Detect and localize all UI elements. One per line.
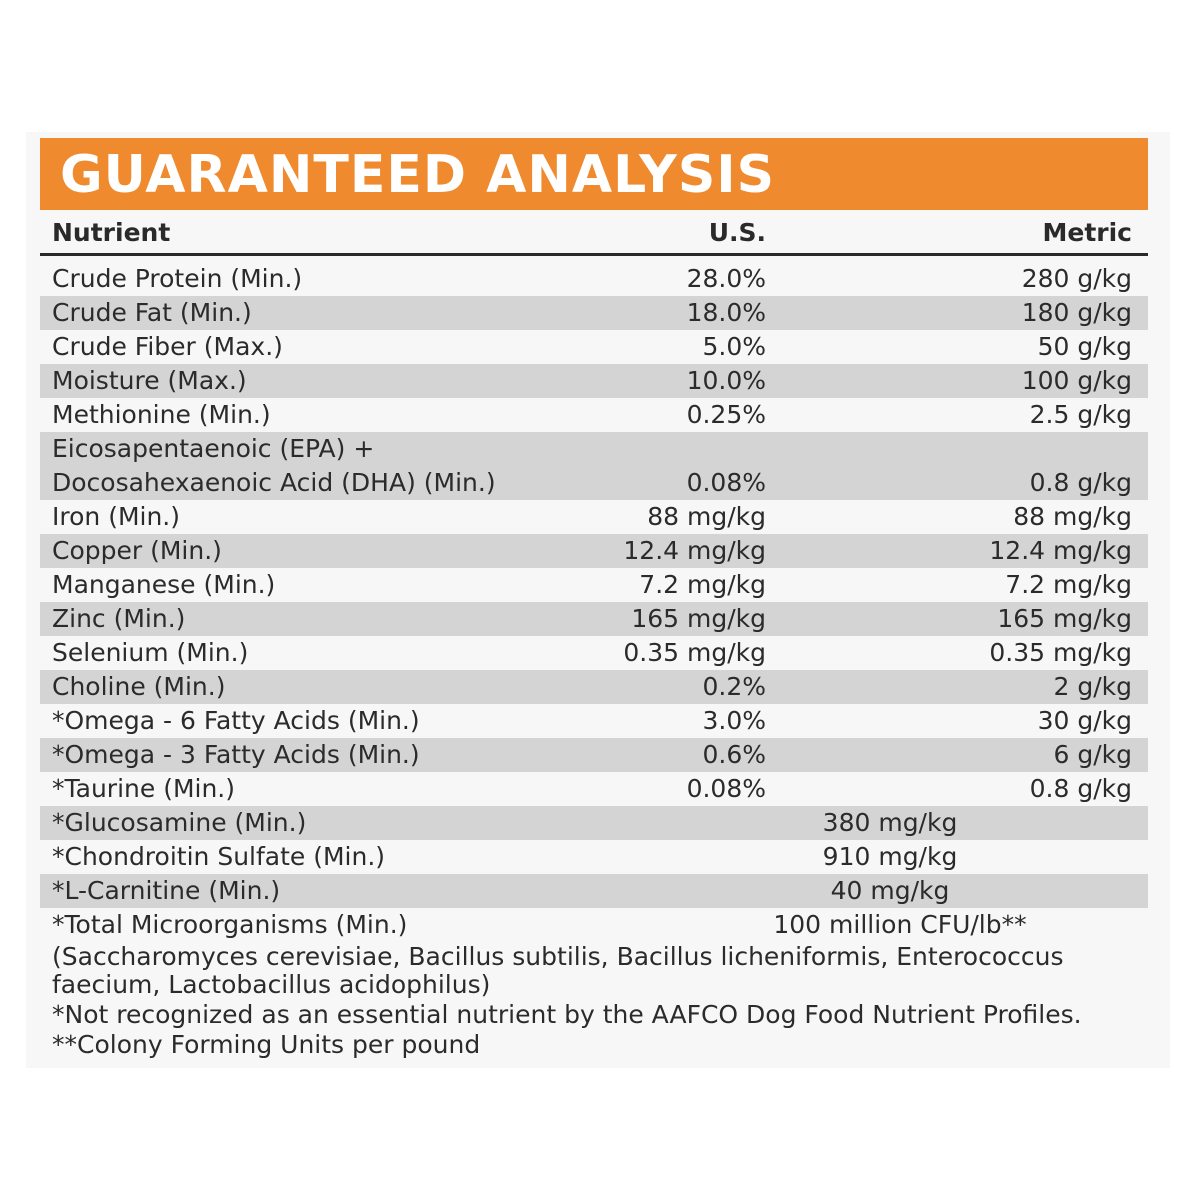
us-value: 0.08% (686, 774, 766, 803)
column-header-metric: Metric (1042, 218, 1132, 247)
metric-value: 0.8 g/kg (1029, 468, 1132, 497)
nutrient-name: *Omega - 6 Fatty Acids (Min.) (52, 706, 420, 735)
metric-value: 0.8 g/kg (1029, 774, 1132, 803)
metric-value: 0.35 mg/kg (989, 638, 1132, 667)
table-row (40, 840, 1148, 874)
us-value: 88 mg/kg (647, 502, 766, 531)
table-row (40, 772, 1148, 806)
us-value: 12.4 mg/kg (623, 536, 766, 565)
us-value: 10.0% (686, 366, 766, 395)
combined-value: 380 mg/kg (822, 808, 958, 837)
metric-value: 7.2 mg/kg (1005, 570, 1132, 599)
table-row (40, 432, 1148, 500)
footnote-essential: *Not recognized as an essential nutrient by the AAFCO Dog Food Nutrient Profiles. (52, 1000, 1082, 1029)
combined-value: 40 mg/kg (830, 876, 950, 905)
column-header-nutrient: Nutrient (52, 218, 171, 247)
nutrient-name: Methionine (Min.) (52, 400, 271, 429)
nutrient-name: Copper (Min.) (52, 536, 222, 565)
nutrient-name: Crude Protein (Min.) (52, 264, 303, 293)
metric-value: 50 g/kg (1037, 332, 1132, 361)
nutrient-name: *Glucosamine (Min.) (52, 808, 307, 837)
nutrient-name-line: Eicosapentaenoic (EPA) + (52, 434, 375, 463)
table-row (40, 636, 1148, 670)
metric-value: 30 g/kg (1037, 706, 1132, 735)
us-value: 28.0% (686, 264, 766, 293)
nutrient-name: Choline (Min.) (52, 672, 226, 701)
table-row (40, 908, 1148, 942)
table-row (40, 330, 1148, 364)
combined-value: 100 million CFU/lb** (773, 910, 1027, 939)
combined-value: 910 mg/kg (822, 842, 958, 871)
nutrient-name: *L-Carnitine (Min.) (52, 876, 281, 905)
metric-value: 88 mg/kg (1013, 502, 1132, 531)
nutrient-name: Crude Fat (Min.) (52, 298, 252, 327)
nutrient-name: Crude Fiber (Max.) (52, 332, 283, 361)
nutrient-name: *Omega - 3 Fatty Acids (Min.) (52, 740, 420, 769)
footnote-cfu: **Colony Forming Units per pound (52, 1030, 481, 1059)
metric-value: 2 g/kg (1053, 672, 1132, 701)
us-value: 165 mg/kg (631, 604, 766, 633)
us-value: 0.35 mg/kg (623, 638, 766, 667)
table-row (40, 568, 1148, 602)
us-value: 0.08% (686, 468, 766, 497)
organisms-list-line: faecium, Lactobacillus acidophilus) (52, 970, 491, 999)
us-value: 7.2 mg/kg (639, 570, 766, 599)
table-row (40, 874, 1148, 908)
page-title: GUARANTEED ANALYSIS (60, 145, 776, 205)
table-row (40, 602, 1148, 636)
nutrient-name: Manganese (Min.) (52, 570, 276, 599)
table-row (40, 398, 1148, 432)
us-value: 0.25% (686, 400, 766, 429)
us-value: 0.6% (702, 740, 766, 769)
nutrient-name: *Taurine (Min.) (52, 774, 236, 803)
metric-value: 100 g/kg (1021, 366, 1132, 395)
metric-value: 180 g/kg (1021, 298, 1132, 327)
nutrient-name: Selenium (Min.) (52, 638, 249, 667)
table-row (40, 670, 1148, 704)
table-row (40, 500, 1148, 534)
us-value: 0.2% (702, 672, 766, 701)
nutrient-name: Iron (Min.) (52, 502, 181, 531)
nutrient-name (52, 432, 496, 500)
us-value: 5.0% (702, 332, 766, 361)
header-divider (40, 253, 1148, 256)
nutrient-name: Moisture (Max.) (52, 366, 247, 395)
us-value: 18.0% (686, 298, 766, 327)
us-value: 3.0% (702, 706, 766, 735)
table-row (40, 806, 1148, 840)
metric-value: 165 mg/kg (997, 604, 1132, 633)
metric-value: 6 g/kg (1053, 740, 1132, 769)
organisms-list-line: (Saccharomyces cerevisiae, Bacillus subtilis, Bacillus licheniformis, Enterococcus (52, 942, 1064, 971)
metric-value: 2.5 g/kg (1029, 400, 1132, 429)
table-row (40, 738, 1148, 772)
nutrient-name: *Chondroitin Sulfate (Min.) (52, 842, 386, 871)
table-row (40, 704, 1148, 738)
nutrient-name-line: Docosahexaenoic Acid (DHA) (Min.) (52, 468, 496, 497)
table-row (40, 534, 1148, 568)
table-row (40, 296, 1148, 330)
table-row (40, 364, 1148, 398)
table-row (40, 262, 1148, 296)
metric-value: 12.4 mg/kg (989, 536, 1132, 565)
nutrient-name: Zinc (Min.) (52, 604, 186, 633)
metric-value: 280 g/kg (1021, 264, 1132, 293)
column-header-us: U.S. (708, 218, 766, 247)
nutrient-name: *Total Microorganisms (Min.) (52, 910, 408, 939)
